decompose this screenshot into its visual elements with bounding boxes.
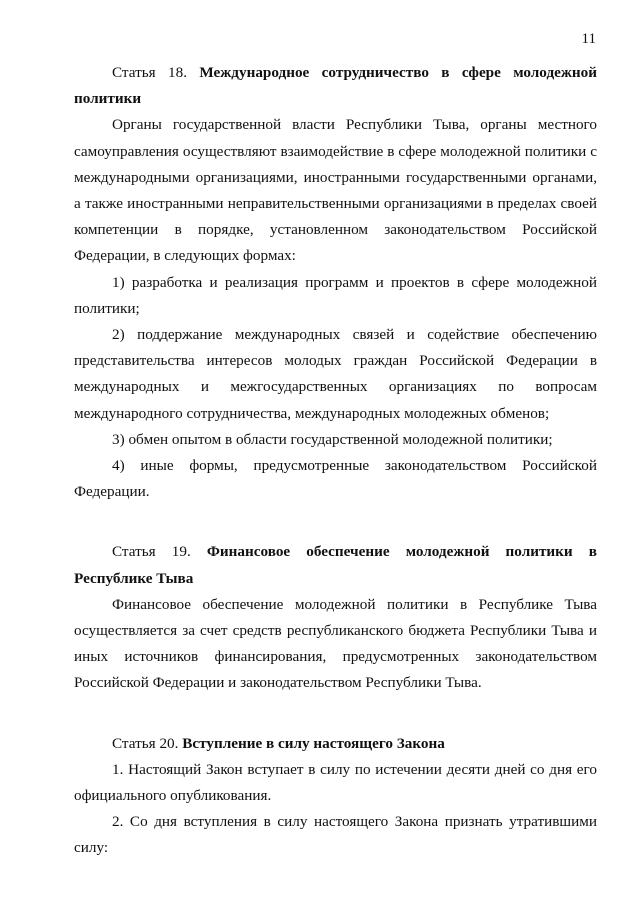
document-body (74, 60, 597, 862)
article-18-item-2: 2) поддержание международных связей и содействие обеспечению представительства интересов молодых граждан Российской Федерации в международных и межгосударственных организациях по вопросам международного сотрудничества, международных молодежных обменов; (74, 326, 597, 422)
article-20-heading (74, 731, 597, 757)
article-18-item-4: 4) иные формы, предусмотренные законодательством Российской Федерации. (74, 457, 597, 501)
article-20-item-2: 2. Со дня вступления в силу настоящего Закона признать утратившими силу: (74, 813, 597, 857)
article-19-label: Статья 19. (112, 543, 191, 561)
article-19-text: Финансовое обеспечение молодежной политики в Республике Тыва осуществляется за счет средств республиканского бюджета Республики Тыва и иных источников финансирования, предусмотренных законодательством Российской Федерации и законодательством Республики Тыва. (74, 595, 597, 692)
article-20-title: Вступление в силу настоящего Закона (182, 734, 445, 752)
article-19-heading (74, 539, 597, 591)
article-18-item-1: 1) разработка и реализация программ и проектов в сфере молодежной политики; (74, 273, 597, 317)
article-20-label: Статья 20. (112, 734, 179, 752)
article-20-item-1: 1. Настоящий Закон вступает в силу по истечении десяти дней со дня его официального опубликования. (74, 760, 597, 805)
article-19-title: Финансовое обеспечение молодежной политики в Республике Тыва (74, 543, 598, 587)
section-gap (74, 697, 597, 723)
article-18-label: Статья 18. (112, 64, 188, 81)
section-gap (74, 531, 597, 539)
page-number: 11 (581, 31, 596, 47)
article-18-title: Международное сотрудничество в сфере молодежной политики (74, 64, 597, 108)
section-gap (74, 723, 597, 731)
article-18-heading (74, 60, 597, 112)
article-18-intro: Органы государственной власти Республики Тыва, органы местного самоуправления осуществляют взаимодействие в сфере молодежной политики с международными организациями, иностранными государственными органами, а также иностранными неправительственными организациями в пределах своей компетенции в порядке, установленном законодательством Российской Федерации, в следующих формах: (74, 116, 597, 265)
article-18-item-3: 3) обмен опытом в области государственной молодежной политики; (112, 430, 553, 448)
section-gap (74, 505, 597, 531)
